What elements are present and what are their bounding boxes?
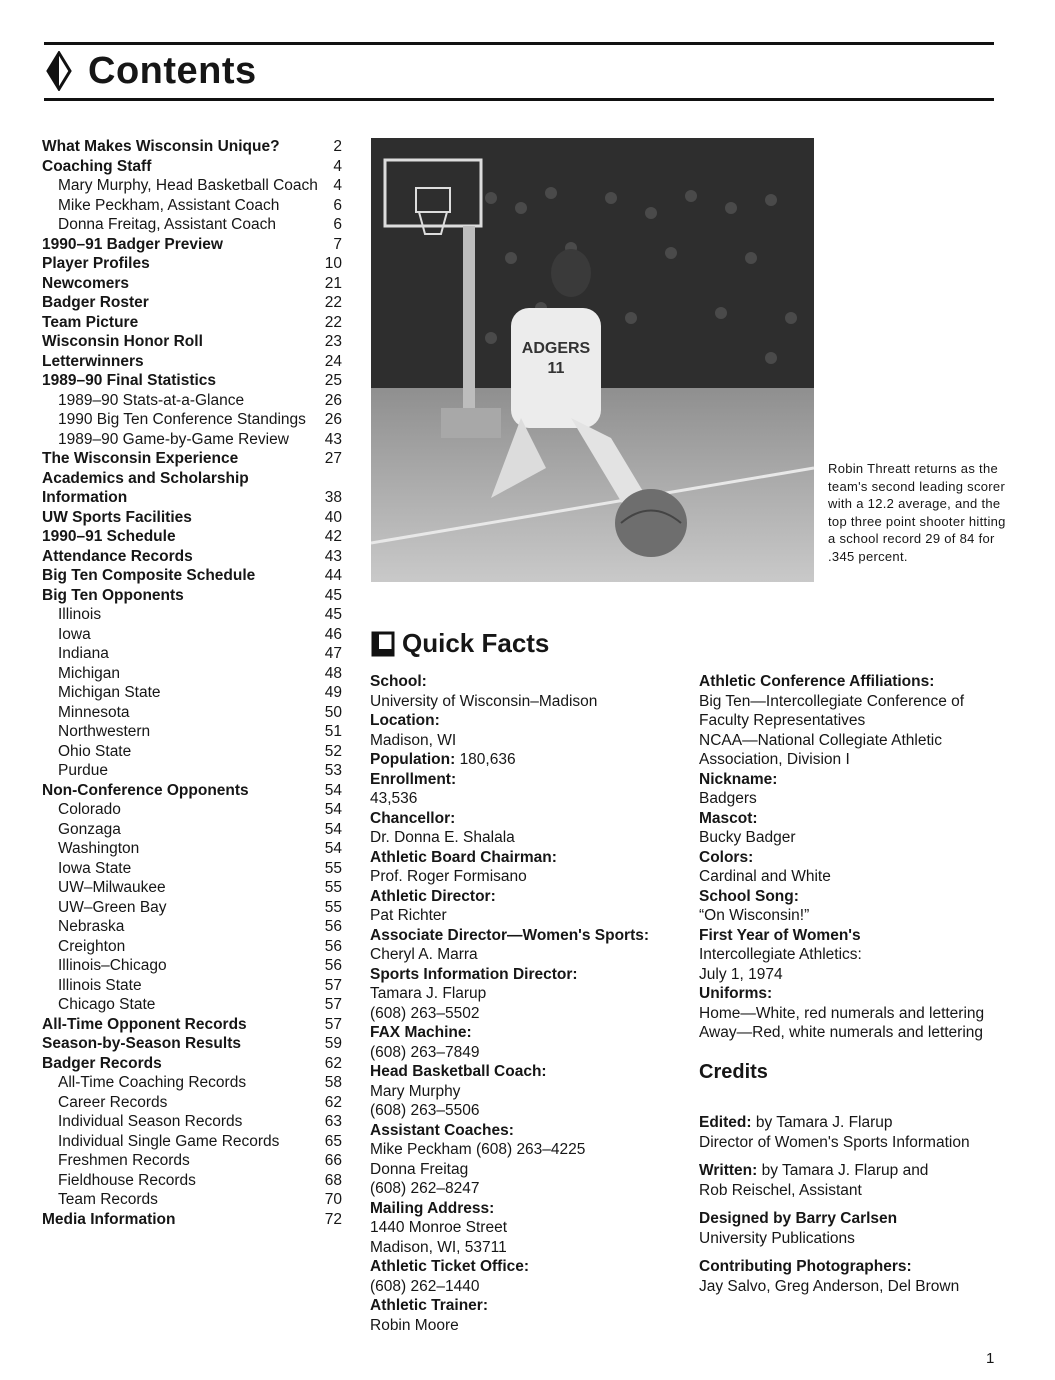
- toc-entry-label: Individual Single Game Records: [58, 1132, 280, 1150]
- toc-entry-page: 56: [324, 957, 342, 974]
- credit-value: University Publications: [699, 1229, 855, 1247]
- jersey-text: ADGERS: [521, 340, 591, 357]
- toc-entry-page: 10: [324, 255, 342, 272]
- fact-item: [699, 848, 1009, 887]
- toc-entry: [42, 449, 342, 469]
- toc-entry-label: Badger Roster: [42, 294, 149, 311]
- jersey-number: 11: [547, 360, 565, 377]
- toc-entry: [42, 644, 342, 664]
- toc-entry: [42, 625, 342, 645]
- fact-item: [370, 887, 690, 926]
- fact-item: [370, 926, 690, 965]
- toc-entry-page: 59: [324, 1035, 342, 1052]
- fact-label: Population:: [370, 751, 456, 768]
- toc-entry-page: 38: [324, 489, 342, 506]
- fact-label: Mascot:: [699, 809, 758, 827]
- toc-entry-label: Creighton: [58, 937, 126, 955]
- quick-facts-title: Quick Facts: [402, 628, 550, 658]
- toc-entry-page: 44: [324, 567, 342, 584]
- toc-entry: [42, 1132, 342, 1152]
- toc-entry-page: 53: [324, 762, 342, 779]
- toc-entry-label: Wisconsin Honor Roll: [42, 333, 203, 350]
- toc-entry-page: 56: [324, 937, 342, 955]
- toc-entry-page: 56: [324, 918, 342, 935]
- fact-label: Athletic Trainer:: [370, 1297, 488, 1314]
- toc-entry-label: Team Records: [58, 1191, 158, 1208]
- toc-entry-label: Career Records: [58, 1093, 168, 1111]
- toc-entry: [42, 956, 342, 976]
- toc-entry-page: 70: [324, 1191, 342, 1208]
- toc-entry-page: 6: [333, 216, 342, 233]
- toc-entry: [42, 196, 342, 216]
- toc-entry-page: 52: [324, 742, 342, 760]
- toc-entry: [42, 722, 342, 742]
- table-of-contents: [42, 137, 342, 1229]
- toc-entry: [42, 352, 342, 372]
- toc-entry-label: Iowa: [58, 625, 91, 643]
- fact-label: Mailing Address:: [370, 1199, 495, 1217]
- toc-entry-page: 58: [324, 1074, 342, 1091]
- square-icon: [370, 630, 396, 658]
- toc-entry-page: 4: [333, 177, 342, 194]
- toc-entry: [42, 683, 342, 703]
- toc-entry: [42, 157, 342, 177]
- fact-item: [370, 750, 690, 770]
- toc-entry: [42, 1112, 342, 1132]
- toc-entry: [42, 937, 342, 957]
- fact-label: Assistant Coaches:: [370, 1121, 514, 1139]
- toc-entry: [42, 839, 342, 859]
- fact-label: School:: [370, 673, 427, 690]
- toc-entry: [42, 703, 342, 723]
- fact-value: (608) 263–7849: [370, 1043, 480, 1061]
- toc-entry: [42, 664, 342, 684]
- fact-label: Athletic Board Chairman:: [370, 848, 557, 866]
- toc-entry-label: Gonzaga: [58, 820, 121, 838]
- toc-entry-page: 57: [324, 996, 342, 1013]
- toc-entry-page: 62: [324, 1093, 342, 1111]
- fact-label: Uniforms:: [699, 985, 773, 1002]
- toc-entry-page: 6: [333, 196, 342, 214]
- toc-entry-page: 7: [333, 235, 342, 253]
- toc-entry: [42, 371, 342, 391]
- toc-entry-label: Fieldhouse Records: [58, 1171, 196, 1189]
- toc-entry: [42, 878, 342, 898]
- credit-label: Designed by Barry Carlsen: [699, 1210, 898, 1227]
- fact-value: Cheryl A. Marra: [370, 946, 478, 963]
- fact-item: [370, 711, 690, 750]
- credit-item: [699, 1161, 1009, 1200]
- toc-entry: [42, 995, 342, 1015]
- fact-label: Athletic Conference Affiliations:: [699, 673, 935, 690]
- toc-entry-page: 45: [324, 606, 342, 623]
- toc-entry-label: Big Ten Opponents: [42, 586, 184, 604]
- toc-entry: [42, 586, 342, 606]
- credit-label: Edited:: [699, 1114, 752, 1131]
- toc-entry: [42, 410, 342, 430]
- top-rule: [44, 42, 994, 45]
- fact-item: [370, 1121, 690, 1199]
- toc-entry-label: Indiana: [58, 645, 109, 662]
- page-title-text: Contents: [88, 49, 257, 92]
- fact-label: Colors:: [699, 848, 754, 866]
- toc-entry-label: 1989–90 Game-by-Game Review: [58, 430, 289, 448]
- fact-label: Sports Information Director:: [370, 965, 578, 983]
- toc-entry-page: 49: [324, 684, 342, 701]
- fact-label: FAX Machine:: [370, 1024, 472, 1041]
- fact-item: [699, 770, 1009, 809]
- toc-entry-label: Season-by-Season Results: [42, 1035, 241, 1052]
- toc-entry: [42, 313, 342, 333]
- fact-label: Location:: [370, 712, 440, 729]
- toc-entry-page: 26: [324, 391, 342, 409]
- toc-entry-page: 21: [324, 274, 342, 292]
- fact-item: [699, 809, 1009, 848]
- toc-entry-page: 72: [324, 1210, 342, 1228]
- fact-value: Mike Peckham (608) 263–4225 Donna Freitag (608) 262–8247: [370, 1141, 586, 1197]
- toc-entry-label: Media Information: [42, 1210, 176, 1228]
- toc-entry: [42, 1093, 342, 1113]
- toc-entry-label: Player Profiles: [42, 255, 150, 272]
- toc-entry: [42, 566, 342, 586]
- credit-label: Contributing Photographers:: [699, 1258, 912, 1275]
- toc-entry: [42, 235, 342, 255]
- fact-value: Robin Moore: [370, 1316, 459, 1334]
- fact-label: School Song:: [699, 887, 799, 905]
- toc-entry-page: 43: [324, 547, 342, 565]
- fact-value: 43,536: [370, 790, 418, 807]
- toc-entry-label: UW–Green Bay: [58, 898, 167, 916]
- toc-entry-page: 25: [324, 372, 342, 389]
- fact-value: “On Wisconsin!”: [699, 907, 810, 924]
- toc-entry: [42, 508, 342, 528]
- toc-entry-page: 22: [324, 294, 342, 311]
- toc-entry: [42, 527, 342, 547]
- toc-entry-label: Team Picture: [42, 313, 139, 331]
- fact-item: [370, 809, 690, 848]
- toc-entry: [42, 1210, 342, 1230]
- toc-entry-page: 4: [333, 157, 342, 175]
- toc-entry-label: Michigan: [58, 664, 121, 682]
- fact-value: 1440 Monroe Street Madison, WI, 53711: [370, 1219, 508, 1256]
- fact-item: [699, 887, 1009, 926]
- fact-value: Pat Richter: [370, 907, 447, 924]
- toc-entry-label: Freshmen Records: [58, 1152, 190, 1169]
- toc-entry: [42, 800, 342, 820]
- fact-value: Home—White, red numerals and lettering Away—Red, white numerals and lettering: [699, 1004, 985, 1041]
- toc-entry: [42, 430, 342, 450]
- toc-entry-label: Donna Freitag, Assistant Coach: [58, 216, 276, 233]
- toc-entry: [42, 898, 342, 918]
- credit-inline: by Tamara J. Flarup: [755, 1114, 893, 1131]
- toc-entry-label: Badger Records: [42, 1054, 162, 1072]
- fact-value: Madison, WI: [370, 731, 457, 749]
- toc-entry-label: Mary Murphy, Head Basketball Coach: [58, 177, 318, 194]
- toc-entry-label: Colorado: [58, 801, 121, 818]
- toc-entry-label: Washington: [58, 840, 140, 857]
- toc-entry-page: 42: [324, 528, 342, 545]
- toc-entry-label: Letterwinners: [42, 352, 144, 370]
- toc-entry: [42, 274, 342, 294]
- bottom-rule: [44, 98, 994, 101]
- toc-entry-page: 65: [324, 1132, 342, 1150]
- toc-entry-page: 46: [324, 625, 342, 643]
- toc-entry-label: 1990 Big Ten Conference Standings: [58, 411, 306, 428]
- fact-value: University of Wisconsin–Madison: [370, 692, 598, 710]
- fact-value: Bucky Badger: [699, 829, 796, 846]
- credit-label: Written:: [699, 1162, 758, 1179]
- fact-value: Tamara J. Flarup (608) 263–5502: [370, 985, 487, 1022]
- fact-item: [699, 926, 1009, 985]
- fact-item: [370, 672, 690, 711]
- toc-entry-label: Minnesota: [58, 703, 130, 721]
- fact-item: [370, 1062, 690, 1121]
- basketball-player-photo: [371, 138, 814, 582]
- fact-item: [370, 1199, 690, 1258]
- credit-item: [699, 1113, 1009, 1152]
- toc-entry-label: 1990–91 Schedule: [42, 528, 176, 545]
- toc-entry-label: Attendance Records: [42, 547, 193, 565]
- toc-entry-page: 23: [324, 333, 342, 350]
- toc-entry-page: 47: [324, 645, 342, 662]
- credit-value: Jay Salvo, Greg Anderson, Del Brown: [699, 1277, 960, 1295]
- toc-entry: [42, 1151, 342, 1171]
- fact-value: Badgers: [699, 790, 757, 807]
- toc-entry: [42, 976, 342, 996]
- fact-value: Intercollegiate Athletics: July 1, 1974: [699, 946, 862, 983]
- toc-entry: [42, 176, 342, 196]
- toc-entry-label: The Wisconsin Experience: [42, 450, 239, 467]
- toc-entry: [42, 332, 342, 352]
- toc-entry-label: Coaching Staff: [42, 157, 152, 175]
- toc-entry-label: 1989–90 Stats-at-a-Glance: [58, 391, 245, 409]
- page-number: 1: [986, 1350, 995, 1367]
- toc-entry-page: 26: [324, 411, 342, 428]
- fact-value: Dr. Donna E. Shalala: [370, 829, 515, 846]
- credit-item: [699, 1257, 1009, 1296]
- credit-item: [699, 1209, 1009, 1248]
- toc-entry-page: 40: [324, 508, 342, 526]
- fact-label: Athletic Director:: [370, 887, 496, 905]
- credits-title: Credits: [699, 1061, 768, 1083]
- toc-entry-label: Mike Peckham, Assistant Coach: [58, 196, 280, 214]
- fact-value: Mary Murphy (608) 263–5506: [370, 1082, 480, 1119]
- toc-entry-page: 63: [324, 1113, 342, 1130]
- fact-label: First Year of Women's: [699, 926, 861, 944]
- toc-entry-label: Illinois State: [58, 976, 142, 994]
- fact-label: Enrollment:: [370, 770, 457, 788]
- toc-entry-label: What Makes Wisconsin Unique?: [42, 138, 280, 155]
- toc-entry-label: Ohio State: [58, 742, 132, 760]
- fact-label: Associate Director—Women's Sports:: [370, 926, 650, 944]
- quick-facts-heading: [370, 628, 549, 659]
- fact-label: Chancellor:: [370, 809, 456, 827]
- toc-entry: [42, 137, 342, 157]
- toc-entry: [42, 1034, 342, 1054]
- toc-entry: [42, 761, 342, 781]
- toc-entry-page: 50: [324, 703, 342, 721]
- toc-entry-page: 51: [324, 723, 342, 740]
- toc-entry: [42, 781, 342, 801]
- toc-entry-label: 1990–91 Badger Preview: [42, 235, 223, 253]
- fact-item: [370, 1023, 690, 1062]
- toc-entry: [42, 859, 342, 879]
- quick-facts-right-column: [699, 672, 1009, 1043]
- fact-label: Head Basketball Coach:: [370, 1063, 547, 1080]
- toc-entry-label: Michigan State: [58, 684, 161, 701]
- toc-entry-label: Big Ten Composite Schedule: [42, 567, 256, 584]
- toc-entry-label: Newcomers: [42, 274, 130, 292]
- toc-entry-label: 1989–90 Final Statistics: [42, 372, 217, 389]
- toc-entry-page: 22: [324, 313, 342, 331]
- toc-entry-label: All-Time Coaching Records: [58, 1074, 247, 1091]
- toc-entry: [42, 742, 342, 762]
- toc-entry-page: 45: [324, 586, 342, 604]
- fact-item: [370, 848, 690, 887]
- toc-entry: [42, 1015, 342, 1035]
- toc-entry-page: 2: [333, 138, 342, 155]
- credit-value: Director of Women's Sports Information: [699, 1133, 970, 1151]
- toc-entry-label: Illinois–Chicago: [58, 957, 167, 974]
- toc-entry-label: Non-Conference Opponents: [42, 781, 249, 799]
- toc-entry-page: 55: [324, 879, 342, 896]
- fact-item: [370, 965, 690, 1024]
- toc-entry-label: Academics and Scholarship Information: [42, 469, 249, 506]
- toc-entry-page: 55: [324, 898, 342, 916]
- toc-entry-label: Iowa State: [58, 859, 132, 877]
- toc-entry-page: 54: [324, 781, 342, 799]
- fact-value: Prof. Roger Formisano: [370, 868, 527, 885]
- fact-item: [370, 770, 690, 809]
- toc-entry: [42, 293, 342, 313]
- toc-entry: [42, 917, 342, 937]
- diamond-icon: [46, 51, 72, 91]
- toc-entry-page: 54: [324, 801, 342, 818]
- credits-list: [699, 1113, 1009, 1305]
- toc-entry-page: 48: [324, 664, 342, 682]
- fact-item: [370, 1296, 690, 1335]
- toc-entry-label: UW–Milwaukee: [58, 879, 166, 896]
- toc-entry: [42, 547, 342, 567]
- toc-entry-page: 27: [324, 450, 342, 467]
- photo-caption: Robin Threatt returns as the team's second leading scorer with a 12.2 average, and the top three point shooter hitting a school record 29 of 84 for .345 percent.: [828, 461, 1006, 564]
- toc-entry-page: 55: [324, 859, 342, 877]
- fact-item: [370, 1257, 690, 1296]
- toc-entry-page: 54: [324, 840, 342, 857]
- credit-inline: by Tamara J. Flarup and: [761, 1162, 929, 1179]
- toc-entry: [42, 391, 342, 411]
- toc-entry-page: 62: [324, 1054, 342, 1072]
- toc-entry-page: 66: [324, 1152, 342, 1169]
- toc-entry-page: 68: [324, 1171, 342, 1189]
- toc-entry: [42, 254, 342, 274]
- fact-value: Cardinal and White: [699, 868, 831, 885]
- credit-value: Rob Reischel, Assistant: [699, 1181, 862, 1199]
- fact-item: [699, 984, 1009, 1043]
- fact-label: Athletic Ticket Office:: [370, 1258, 530, 1275]
- fact-inline-value: 180,636: [459, 751, 516, 768]
- toc-entry-page: 43: [324, 430, 342, 448]
- toc-entry-page: 24: [324, 352, 342, 370]
- toc-entry: [42, 605, 342, 625]
- toc-entry-label: All-Time Opponent Records: [42, 1015, 247, 1033]
- toc-entry: [42, 1190, 342, 1210]
- toc-entry: [42, 469, 342, 508]
- toc-entry-page: 54: [324, 820, 342, 838]
- quick-facts-left-column: [370, 672, 690, 1335]
- toc-entry-label: Individual Season Records: [58, 1113, 243, 1130]
- toc-entry-label: Chicago State: [58, 996, 156, 1013]
- toc-entry: [42, 1054, 342, 1074]
- toc-entry-label: Illinois: [58, 606, 102, 623]
- toc-entry: [42, 215, 342, 235]
- toc-entry-label: Nebraska: [58, 918, 125, 935]
- toc-entry-page: 57: [324, 976, 342, 994]
- toc-entry-label: UW Sports Facilities: [42, 508, 192, 526]
- page-title: [46, 46, 257, 96]
- toc-entry-label: Northwestern: [58, 723, 151, 740]
- toc-entry: [42, 1171, 342, 1191]
- fact-value: Big Ten—Intercollegiate Conference of Faculty Representatives NCAA—National Collegiate Athletic Association, Division I: [699, 692, 965, 768]
- fact-value: (608) 262–1440: [370, 1277, 480, 1295]
- toc-entry: [42, 1073, 342, 1093]
- fact-label: Nickname:: [699, 770, 778, 788]
- toc-entry-page: 57: [324, 1015, 342, 1033]
- toc-entry-label: Purdue: [58, 762, 108, 779]
- toc-entry: [42, 820, 342, 840]
- fact-item: [699, 672, 1009, 770]
